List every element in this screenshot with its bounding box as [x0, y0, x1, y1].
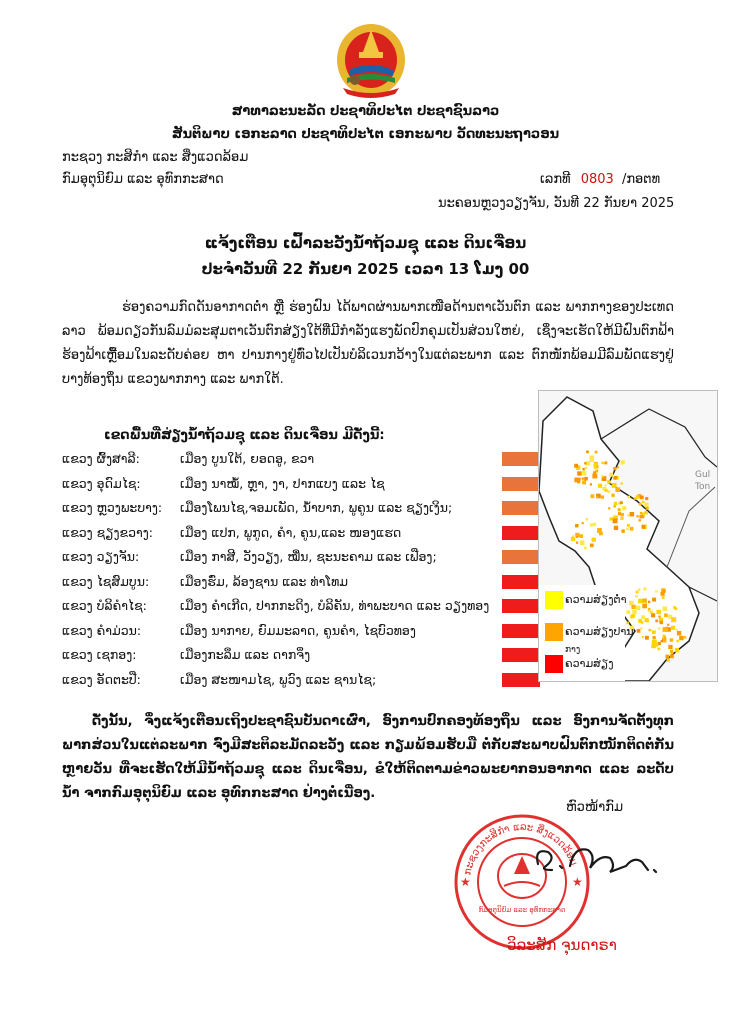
risk-dot	[642, 501, 644, 503]
handwritten-signature	[530, 836, 670, 886]
risk-dot	[637, 629, 641, 633]
area-districts: ເມືອງ ນາໝໍ້, ຫຼາ, ງາ, ປາກແບງ ແລະ ໄຊ	[180, 475, 385, 491]
risk-dot	[648, 610, 651, 613]
risk-dot	[582, 522, 584, 524]
signatory-name: ວິລະສັກ ຈຸນດາຣາ	[507, 936, 617, 954]
area-districts: ເມືອງ ນາກາຍ, ຍົມມະລາດ, ຄູນຄຳ, ໄຊບົວທອງ	[180, 622, 416, 638]
risk-dot	[675, 607, 678, 610]
risk-dot	[608, 490, 611, 493]
risk-dot	[646, 507, 649, 510]
risk-dot	[592, 474, 597, 479]
risk-dot	[601, 495, 604, 498]
risk-dot	[620, 501, 623, 504]
risk-dot	[582, 471, 587, 476]
risk-dot	[636, 606, 640, 610]
risk-dot	[613, 518, 618, 523]
area-row	[62, 448, 314, 470]
area-row	[62, 473, 385, 495]
risk-dot	[582, 480, 586, 484]
area-province: ແຂວງ ເຊກອງ:	[62, 647, 137, 662]
risk-dot	[582, 468, 584, 470]
risk-dot	[630, 512, 635, 517]
risk-dot	[612, 483, 617, 488]
risk-level-bar	[502, 452, 540, 466]
risk-dot	[580, 540, 585, 545]
risk-dot	[636, 515, 638, 517]
risk-dot	[647, 620, 649, 622]
risk-dot	[621, 529, 624, 532]
risk-dot	[639, 503, 642, 506]
risk-dot	[582, 478, 584, 480]
ref-label: ເລກທີ	[540, 172, 571, 187]
risk-dot	[584, 547, 587, 550]
area-province: ແຂວງ ຊຽງຂວາງ:	[62, 524, 153, 540]
risk-dot	[602, 475, 604, 477]
risk-level-bar	[502, 477, 540, 491]
risk-dot	[668, 645, 672, 649]
risk-dot	[632, 610, 636, 614]
risk-level-bar	[502, 648, 540, 662]
ref-number: 0803	[580, 172, 614, 187]
risk-dot	[652, 598, 656, 602]
risk-dot	[635, 595, 638, 598]
area-districts: ເມືອງໂພນໄຊ,ຈອມເພັດ, ນ້ຳບາກ, ພູຄູນ ແລະ ຊຽງເງິນ;	[180, 500, 453, 515]
risk-dot	[677, 631, 681, 635]
area-row	[62, 644, 310, 666]
risk-dot	[614, 505, 616, 507]
risk-dot	[666, 655, 670, 659]
risk-dot	[586, 451, 589, 454]
risk-dot	[592, 538, 596, 542]
risk-dot	[601, 462, 604, 465]
risk-dot	[594, 462, 598, 466]
risk-dot	[667, 624, 669, 626]
area-row	[62, 595, 489, 617]
risk-dot	[640, 512, 642, 514]
area-row	[62, 522, 401, 544]
risk-level-bar	[502, 599, 540, 613]
risk-dot	[626, 610, 630, 614]
legend-swatch-medium	[545, 623, 563, 641]
place-date: ນະຄອນຫຼວງວຽງຈັນ, ວັນທີ 22 ກັນຍາ 2025	[438, 196, 675, 211]
risk-dot	[675, 648, 679, 652]
area-districts: ເມືອງ ກາສີ, ວັງວຽງ, ໝື່ນ, ຊະນະຄາມ ແລະ ເຟືອງ;	[180, 549, 437, 564]
risk-dot	[571, 537, 575, 541]
risk-dot	[627, 496, 630, 499]
risk-dot	[671, 652, 674, 655]
risk-dot	[643, 587, 646, 590]
signatory-title: ຫົວໜ້າກົມ	[566, 800, 624, 815]
national-emblem	[333, 18, 409, 98]
legend-label-high-top: ກາງ	[565, 645, 581, 655]
risk-dot	[640, 496, 644, 500]
area-districts: ເມືອງ ຄຳເກີດ, ປາກກະດິງ, ບໍລິຄັນ, ທ່າພະບາດ ແລະ ວຽງທອງ	[180, 598, 490, 613]
risk-level-bar	[502, 624, 540, 638]
risk-dot	[684, 636, 686, 638]
risk-dot	[648, 601, 650, 603]
risk-dot	[629, 601, 634, 606]
risk-dot	[653, 636, 656, 639]
risk-dot	[671, 626, 675, 630]
risk-dot	[622, 506, 626, 510]
risk-dot	[662, 596, 665, 599]
risk-dot	[630, 527, 634, 531]
risk-dot	[590, 523, 593, 526]
risk-dot	[584, 477, 588, 481]
area-row	[62, 620, 416, 642]
risk-dot	[611, 494, 614, 497]
header-line-2: ສັນຕິພາບ ເອກະລາດ ປະຊາທິປະໄຕ ເອກະພາບ ວັດທະນະຖາວອນ	[171, 127, 560, 142]
risk-dot	[590, 544, 594, 548]
risk-dot	[649, 629, 651, 631]
department-name: ກົມອຸຕຸນິຍົມ ແລະ ອຸທົກກະສາດ	[62, 172, 224, 187]
area-districts: ເມືອງ ແປກ, ພູກູດ, ຄຳ, ຄູນ,ແລະ ໜອງແຮດ	[180, 524, 402, 540]
area-province: ແຂວງ ໄຊສົມບູນ:	[62, 573, 150, 589]
risk-level-bar	[502, 501, 540, 515]
risk-dot	[670, 654, 674, 658]
risk-dot	[658, 616, 660, 618]
risk-dot	[676, 629, 678, 631]
area-province: ແຂວງ ຫຼວງພະບາງ:	[62, 500, 163, 515]
risk-level-bar	[502, 550, 540, 564]
risk-dot	[614, 526, 618, 530]
stamp-inner-text: ກົມອຸຕຸນິຍົມ ແລະ ອຸທົກກະສາດ	[478, 906, 566, 914]
risk-dot	[645, 497, 648, 500]
areas-heading: ເຂດພື້ນທີ່ສ່ຽງນ້ຳຖ້ວມຊຸ ແລະ ດິນເຈື່ອນ ມີດັ່ງນີ້:	[104, 428, 385, 443]
risk-dot	[614, 502, 618, 506]
risk-dot	[576, 542, 578, 544]
risk-map	[538, 390, 718, 682]
area-province: ແຂວງ ຜົ້ງສາລີ:	[62, 451, 140, 466]
risk-dot	[586, 518, 589, 521]
conclusion-paragraph: ດັ່ງນັ້ນ, ຈຶ່ງແຈ້ງເຕືອນເຖິງປະຊາຊົນບັນດາເຜົ່າ, ອົງການປົກຄອງທ້ອງຖິ່ນ ແລະ ອົງການຈັດຕັ້ງທຸກພາກສ່ວນໃນແຕ່ລະພາກ ຈົ່ງມີສະຕິລະມັດລະວັງ ແລະ ກຽມພ້ອມຮັບມື ຕໍ່ກັບສະພາບຝົນຕົກໜັກຕິດຕໍ່ກັນຫຼາຍວັນ ທີ່ຈະເຮັດໃຫ້ມີນ້ຳຖ້ວມຊຸ ແລະ ດິນເຈື່ອນ, ຂໍໃຫ້ຕິດຕາມຂ່າວພະຍາກອນອາກາດ ແລະ ລະດັບນ້ຳ ຈາກກົມອຸຕຸນິຍົມ ແລະ ອຸທົກກະສາດ ຢ່າງຕໍ່ເນື່ອງ.	[62, 714, 674, 801]
map-label-tonkin: Ton	[695, 482, 711, 492]
risk-level-bar	[502, 673, 540, 687]
risk-dot	[636, 495, 640, 499]
risk-dot	[661, 640, 663, 642]
risk-dot	[590, 483, 592, 485]
area-province: ແຂວງ ອັດຕະປື:	[62, 671, 141, 687]
ref-suffix: /ກອຕທ	[621, 172, 661, 187]
legend-label-low: ຄວາມສ່ຽງຕ່ຳ	[565, 593, 627, 606]
risk-dot	[645, 636, 649, 640]
reference-number	[540, 172, 660, 187]
risk-dot	[627, 524, 630, 527]
risk-dot	[586, 461, 590, 465]
risk-dot	[663, 607, 668, 612]
risk-dot	[644, 503, 648, 507]
risk-dot	[634, 498, 636, 500]
risk-dot	[620, 517, 623, 520]
risk-dot	[605, 489, 608, 492]
risk-dot	[593, 471, 596, 474]
risk-dot	[655, 643, 659, 647]
risk-dot	[604, 461, 607, 464]
risk-dot	[642, 636, 644, 638]
risk-dot	[574, 464, 578, 468]
risk-dot	[663, 590, 666, 593]
risk-dot	[664, 613, 668, 617]
intro-paragraph: ຮ່ອງຄວາມກົດດັນອາກາດຕ່ຳ ຫຼື ຮ່ອງຝົນ ໄດ້ພາດຜ່ານພາກເໜືອດ້ານຕາເວັນຕົກ ແລະ ພາກກາງຂອງປະເທດລາວ ພ້ອມດຽວກັນລົມມໍລະສຸມຕາເວັນຕົກສ່ຽງໃຕ້ທີ່ມີກຳລັງແຮງພັດປົກຄຸມເປັນສ່ວນໃຫຍ່, ເຊິ່ງຈະເຮັດໃຫ້ມີຝົນຕົກຟ້າຮ້ອງຟ້າເຫຼື້ອມໃນລະດັບຄ່ອຍ ຫາ ປານກາງຢູ່ທົ່ວໄປເປັນບໍລິເວນກວ້າງໃນແຕ່ລະພາກ ແລະ ຕົກໜັກພ້ອມມີລົມພັດແຮງຢູ່ບາງທ້ອງຖິ່ນ ແຂວງພາກກາງ ແລະ ພາກໃຕ້.	[62, 300, 674, 387]
risk-dot	[615, 487, 620, 492]
risk-dot	[679, 636, 684, 641]
risk-dot	[607, 480, 610, 483]
risk-dot	[663, 627, 668, 632]
risk-dot	[671, 617, 676, 622]
area-districts: ເມືອງຮົ່ມ, ລ້ອງຊານ ແລະ ທ່າໂທມ	[180, 573, 349, 589]
risk-dot	[639, 515, 643, 519]
risk-dot	[605, 484, 607, 486]
risk-dot	[658, 648, 661, 651]
risk-dot	[609, 473, 613, 477]
legend-swatch-low	[545, 591, 563, 609]
area-province: ແຂວງ ຄຳມ່ວນ:	[62, 622, 142, 638]
risk-dot	[575, 524, 578, 527]
risk-dot	[631, 605, 635, 609]
risk-dot	[641, 615, 645, 619]
risk-level-bar	[502, 575, 540, 589]
risk-dot	[664, 636, 666, 638]
stamp-star-right: ★	[572, 875, 583, 889]
risk-dot	[608, 507, 610, 509]
risk-dot	[652, 630, 656, 634]
risk-dot	[614, 476, 617, 479]
area-districts: ເມືອງ ສະໜາມໄຊ, ພູວົງ ແລະ ຊານໄຊ;	[180, 671, 377, 687]
risk-dot	[596, 496, 598, 498]
risk-dot	[584, 462, 586, 464]
area-row	[62, 546, 437, 568]
risk-dot	[639, 519, 641, 521]
risk-dot	[590, 458, 594, 462]
risk-dot	[630, 614, 634, 618]
risk-dot	[591, 494, 595, 498]
risk-dot	[621, 482, 623, 484]
legend-label-medium: ຄວາມສ່ຽງປານ	[565, 625, 634, 638]
risk-dot	[643, 598, 647, 602]
risk-dot	[638, 599, 643, 604]
area-province: ແຂວງ ອຸດົມໄຊ:	[62, 475, 141, 491]
area-row	[62, 669, 376, 691]
map-legend	[539, 585, 634, 681]
risk-dot	[627, 622, 630, 625]
risk-dot	[651, 611, 653, 613]
risk-dot	[627, 514, 629, 516]
area-province: ແຂວງ ວຽງຈັນ:	[62, 549, 140, 564]
risk-dot	[638, 589, 641, 592]
risk-dot	[656, 610, 661, 615]
risk-dot	[585, 467, 588, 470]
risk-dot	[677, 640, 679, 642]
risk-dot	[593, 523, 596, 526]
risk-dot	[626, 528, 628, 530]
risk-dot	[670, 638, 673, 641]
document-subtitle: ປະຈຳວັນທີ 22 ກັນຍາ 2025 ເວລາ 13 ໂມງ 00	[201, 260, 530, 278]
risk-dot	[599, 531, 603, 535]
risk-dot	[658, 627, 660, 629]
legend-label-high: ຄວາມສ່ຽງ	[565, 657, 614, 670]
risk-dot	[638, 619, 642, 623]
risk-dot	[640, 627, 642, 629]
stamp-star-left: ★	[460, 875, 471, 889]
risk-dot	[618, 508, 621, 511]
risk-dot	[576, 536, 578, 538]
area-row	[62, 571, 348, 593]
risk-dot	[642, 604, 647, 609]
risk-dot	[636, 591, 639, 594]
area-districts: ເມືອງກະລຶມ ແລະ ດາກຈຶງ	[180, 647, 311, 662]
risk-dot	[642, 525, 646, 529]
stamp-outer-text: ກະຊວງກະສິກຳ ແລະ ສິ່ງແວດລ້ອມ	[462, 821, 580, 877]
risk-dot	[617, 466, 619, 468]
map-label-gulf: Gul	[695, 470, 711, 480]
risk-dot	[621, 513, 624, 516]
area-row	[62, 497, 452, 519]
risk-dot	[595, 451, 598, 454]
risk-dot	[667, 659, 670, 662]
risk-dot	[651, 613, 655, 617]
ministry-name: ກະຊວງ ກະສິກຳ ແລະ ສິ່ງແວດລ້ອມ	[62, 150, 249, 165]
area-districts: ເມືອງ ບູນໃຕ້, ຍອດອູ, ຂວາ	[180, 451, 315, 466]
risk-dot	[610, 517, 613, 520]
legend-swatch-high	[545, 655, 563, 673]
risk-level-bar	[502, 526, 540, 540]
area-province: ແຂວງ ບໍລິຄຳໄຊ:	[62, 598, 147, 613]
header-line-1: ສາທາລະນະລັດ ປະຊາທິປະໄຕ ປະຊາຊົນລາວ	[231, 104, 500, 119]
risk-dot	[621, 460, 625, 464]
document-title: ແຈ້ງເຕືອນ ເຝົ້າລະວັງນ້ຳຖ້ວມຊຸ ແລະ ດິນເຈື່ອນ	[204, 234, 527, 252]
risk-dot	[655, 590, 657, 592]
risk-dot	[660, 621, 663, 624]
risk-dot	[655, 620, 658, 623]
risk-dot	[598, 484, 602, 488]
risk-dot	[577, 471, 581, 475]
risk-dot	[613, 467, 616, 470]
risk-dot	[580, 534, 584, 538]
risk-dot	[574, 478, 579, 483]
